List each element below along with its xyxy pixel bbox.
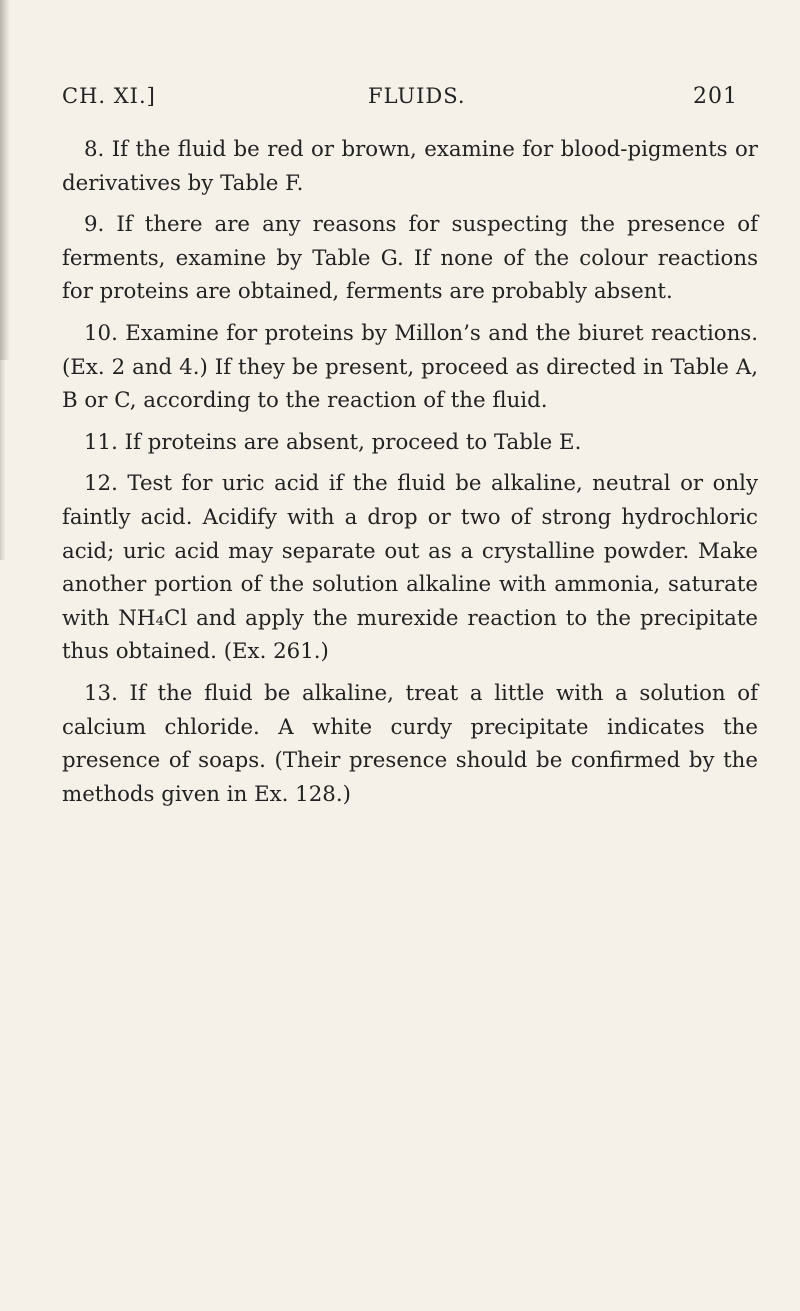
section-title: FLUIDS.: [368, 84, 466, 108]
paragraph-13: 13. If the fluid be alkaline, treat a little with a solution of calcium chloride. A white curdy precipitate indicates the presence of soaps. (Their presence should be confirmed by the methods given in Ex. 128.): [62, 680, 758, 807]
body-text: [62, 133, 758, 819]
paragraph-8: 8. If the fluid be red or brown, examine for blood-pigments or derivatives by Table F.: [62, 137, 758, 196]
page-number: 201: [693, 84, 738, 109]
paragraph-9: 9. If there are any reasons for suspecting the presence of ferments, examine by Table G. If none of the colour reactions for proteins are obtained, ferments are probably absent.: [62, 212, 758, 305]
chapter-label: CH. XI.]: [62, 84, 156, 108]
binding-shadow-lower: [0, 360, 6, 560]
paragraph-12: 12. Test for uric acid if the fluid be alkaline, neutral or only faintly acid. Acidify with a drop or two of strong hydrochloric acid; uric acid may separate out as a crystalline powder. Make another portion of the solution alkaline with ammonia, saturate with NH₄Cl and apply the murexide reaction to the precipitate thus obtained. (Ex. 261.): [62, 471, 758, 665]
paragraph-11: 11. If proteins are absent, proceed to Table E.: [84, 429, 582, 455]
paragraph-10: 10. Examine for proteins by Millon’s and the biuret reactions. (Ex. 2 and 4.) If they be present, proceed as directed in Table A, B or C, according to the reaction of the fluid.: [62, 320, 758, 414]
binding-shadow: [0, 0, 10, 360]
running-header: [62, 84, 738, 120]
